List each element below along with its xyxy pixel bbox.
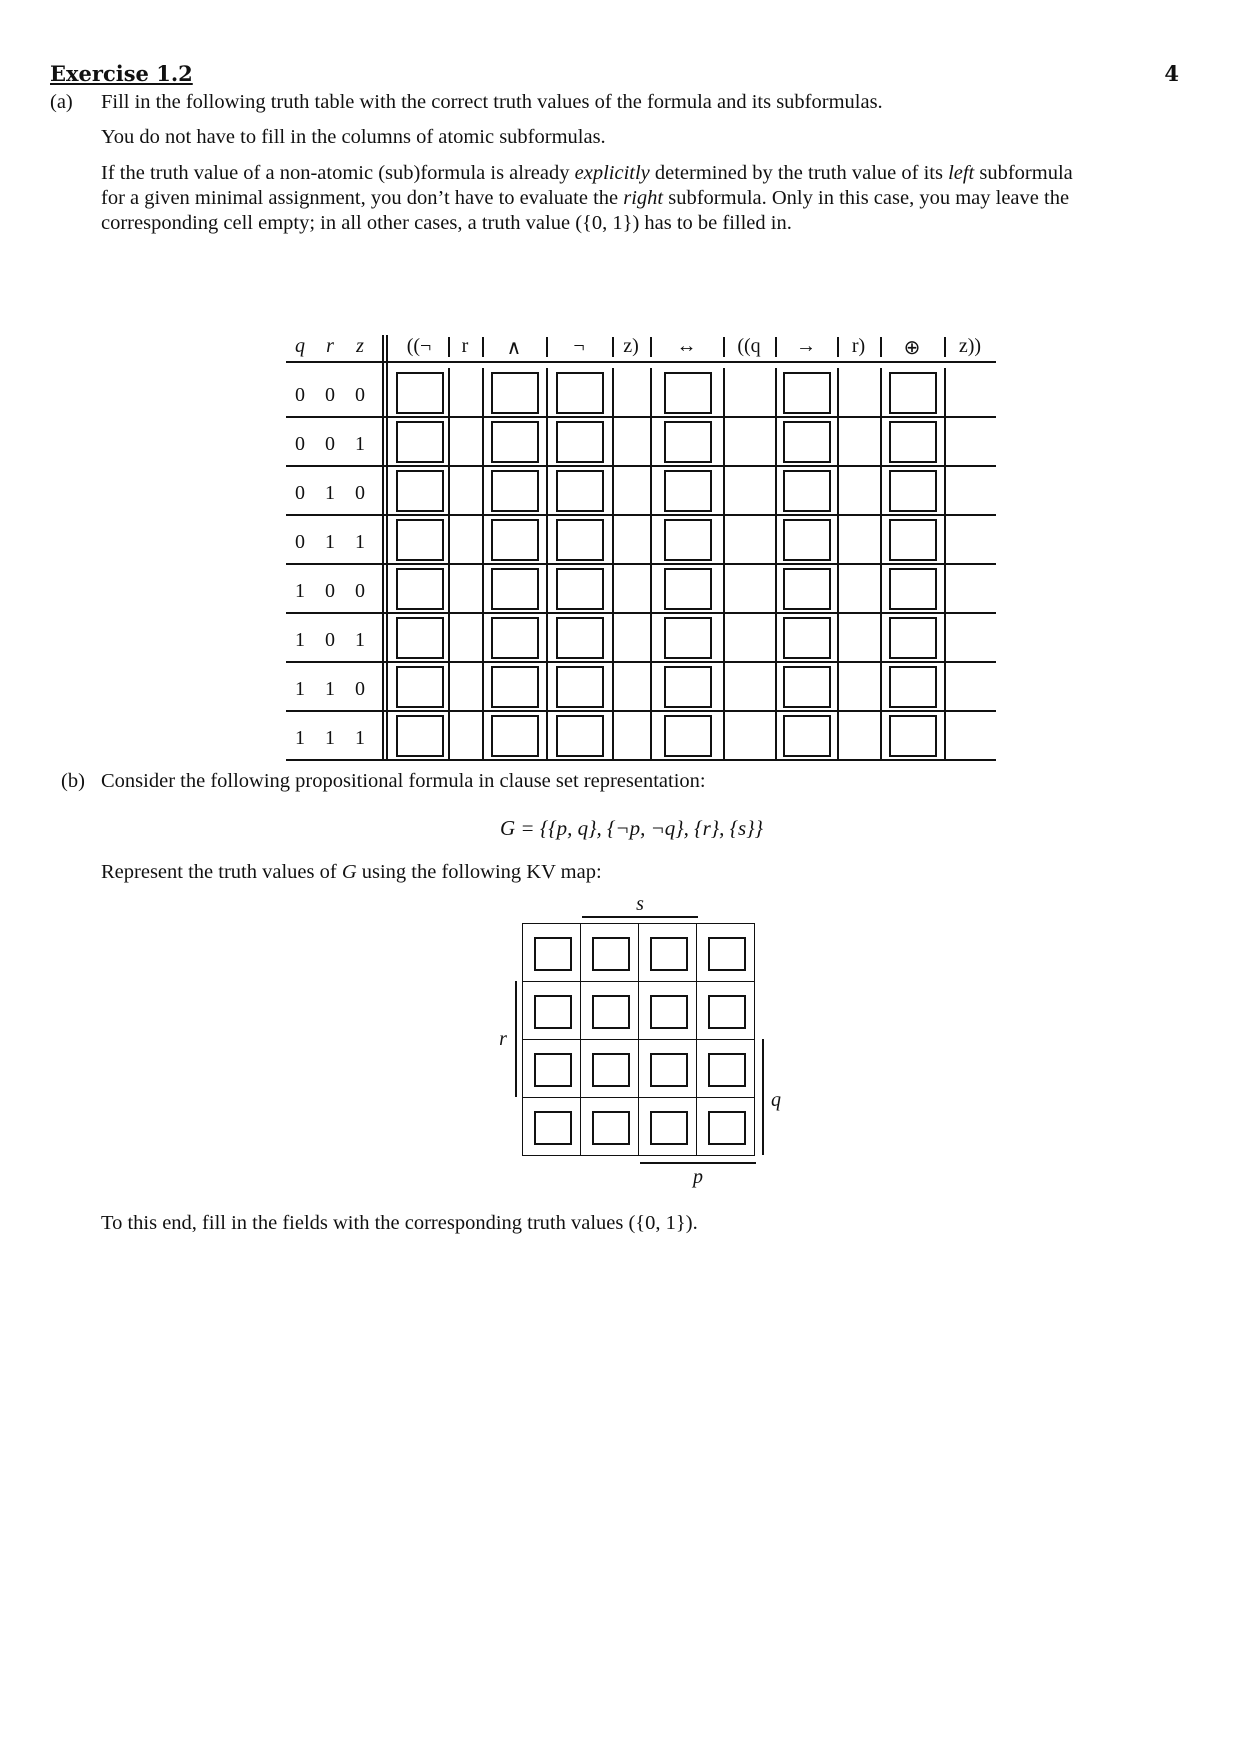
row-4-q-value: 1 (295, 580, 305, 602)
answer-box-row-0-col-5 (664, 372, 712, 414)
formula-header-1: r (461, 335, 469, 357)
row-sep (880, 711, 882, 760)
row-sep (880, 368, 882, 417)
answer-box-row-2-col-0 (396, 470, 444, 512)
row-rule-0 (286, 416, 996, 418)
answer-box-row-1-col-2 (491, 421, 539, 463)
row-sep (944, 662, 946, 711)
header-rule (286, 361, 996, 363)
row-sep (650, 515, 652, 564)
row-sep (775, 662, 777, 711)
answer-box-row-4-col-3 (556, 568, 604, 610)
row-sep (650, 466, 652, 515)
header-sep-5 (723, 337, 725, 357)
row-0-r-value: 0 (325, 384, 335, 406)
row-sep (880, 417, 882, 466)
formula-header-2: ∧ (506, 337, 522, 359)
double-line-b (386, 335, 388, 760)
row-sep (723, 613, 725, 662)
kv-answer-box-2-0 (534, 1053, 572, 1087)
row-sep (723, 417, 725, 466)
row-rule-6 (286, 710, 996, 712)
row-sep (482, 417, 484, 466)
answer-box-row-0-col-3 (556, 372, 604, 414)
header-sep-6 (775, 337, 777, 357)
row-sep (944, 515, 946, 564)
row-sep (546, 613, 548, 662)
answer-box-row-5-col-0 (396, 617, 444, 659)
row-rule-2 (286, 514, 996, 516)
row-sep (775, 515, 777, 564)
row-sep (775, 368, 777, 417)
row-sep (546, 564, 548, 613)
row-sep (775, 613, 777, 662)
row-sep (448, 515, 450, 564)
row-sep (837, 564, 839, 613)
formula-header-8: r) (851, 335, 866, 357)
answer-box-row-7-col-7 (783, 715, 831, 757)
part-a-line3: If the truth value of a non-atomic (sub)formula is already explicitly determined by the truth value of its left subformula (101, 162, 1073, 184)
formula-header-5: ↔ (676, 335, 697, 357)
row-sep (880, 466, 882, 515)
header-sep-7 (837, 337, 839, 357)
formula-header-10: z)) (958, 335, 982, 357)
kv-bar-q (762, 1039, 764, 1155)
part-a-line1: Fill in the following truth table with the correct truth values of the formula and its subformulas. (101, 91, 883, 113)
row-6-q-value: 1 (295, 678, 305, 700)
answer-box-row-0-col-2 (491, 372, 539, 414)
row-6-r-value: 1 (325, 678, 335, 700)
var-header-z: z (356, 335, 364, 357)
kv-answer-box-0-1 (592, 937, 630, 971)
kv-bar-p (640, 1162, 756, 1164)
row-sep (482, 564, 484, 613)
row-sep (837, 466, 839, 515)
kv-answer-box-1-0 (534, 995, 572, 1029)
page-number: 4 (1164, 61, 1179, 86)
row-sep (944, 711, 946, 760)
row-sep (880, 515, 882, 564)
part-b-label: (b) (61, 770, 85, 792)
answer-box-row-3-col-9 (889, 519, 937, 561)
answer-box-row-5-col-2 (491, 617, 539, 659)
answer-box-row-3-col-3 (556, 519, 604, 561)
answer-box-row-4-col-2 (491, 568, 539, 610)
formula-header-0: ((¬ (406, 335, 432, 357)
row-sep (448, 662, 450, 711)
row-3-r-value: 1 (325, 531, 335, 553)
row-sep (650, 662, 652, 711)
answer-box-row-2-col-9 (889, 470, 937, 512)
row-sep (482, 466, 484, 515)
answer-box-row-6-col-5 (664, 666, 712, 708)
kv-answer-box-0-0 (534, 937, 572, 971)
row-5-r-value: 0 (325, 629, 335, 651)
kv-answer-box-0-3 (708, 937, 746, 971)
row-sep (546, 368, 548, 417)
part-a-line5: corresponding cell empty; in all other cases, a truth value ({0, 1}) has to be filled in. (101, 212, 792, 234)
row-sep (723, 662, 725, 711)
answer-box-row-0-col-0 (396, 372, 444, 414)
row-sep (944, 466, 946, 515)
row-3-q-value: 0 (295, 531, 305, 553)
row-sep (723, 515, 725, 564)
row-sep (448, 711, 450, 760)
answer-box-row-6-col-0 (396, 666, 444, 708)
row-sep (448, 368, 450, 417)
row-sep (650, 368, 652, 417)
row-sep (482, 662, 484, 711)
row-sep (837, 515, 839, 564)
formula-header-6: ((q (737, 335, 761, 357)
var-header-r: r (326, 335, 334, 357)
row-sep (650, 711, 652, 760)
row-2-z-value: 0 (355, 482, 365, 504)
row-sep (775, 711, 777, 760)
exercise-title: Exercise 1.2 (50, 61, 193, 86)
answer-box-row-1-col-3 (556, 421, 604, 463)
answer-box-row-1-col-7 (783, 421, 831, 463)
row-sep (612, 466, 614, 515)
row-5-q-value: 1 (295, 629, 305, 651)
part-b-line1: Consider the following propositional formula in clause set representation: (101, 770, 706, 792)
header-sep-4 (650, 337, 652, 357)
answer-box-row-1-col-0 (396, 421, 444, 463)
row-sep (944, 368, 946, 417)
answer-box-row-3-col-7 (783, 519, 831, 561)
row-3-z-value: 1 (355, 531, 365, 553)
answer-box-row-5-col-3 (556, 617, 604, 659)
row-sep (723, 466, 725, 515)
kv-answer-box-2-2 (650, 1053, 688, 1087)
kv-answer-box-1-3 (708, 995, 746, 1029)
var-header-q: q (295, 335, 305, 357)
row-sep (944, 613, 946, 662)
header-sep-0 (448, 337, 450, 357)
clause-set-formula: G = {{p, q}, {¬p, ¬q}, {r}, {s}} (500, 816, 764, 840)
row-sep (546, 417, 548, 466)
part-b-line2: Represent the truth values of G using the following KV map: (101, 861, 602, 883)
row-2-q-value: 0 (295, 482, 305, 504)
header-sep-3 (612, 337, 614, 357)
answer-box-row-0-col-9 (889, 372, 937, 414)
row-sep (837, 662, 839, 711)
answer-box-row-6-col-9 (889, 666, 937, 708)
answer-box-row-4-col-0 (396, 568, 444, 610)
row-1-r-value: 0 (325, 433, 335, 455)
row-sep (837, 417, 839, 466)
answer-box-row-1-col-5 (664, 421, 712, 463)
answer-box-row-7-col-3 (556, 715, 604, 757)
row-sep (482, 515, 484, 564)
answer-box-row-2-col-5 (664, 470, 712, 512)
row-sep (612, 564, 614, 613)
row-sep (723, 564, 725, 613)
kv-answer-box-3-0 (534, 1111, 572, 1145)
answer-box-row-6-col-2 (491, 666, 539, 708)
row-4-r-value: 0 (325, 580, 335, 602)
header-sep-2 (546, 337, 548, 357)
answer-box-row-4-col-9 (889, 568, 937, 610)
row-rule-1 (286, 465, 996, 467)
answer-box-row-3-col-5 (664, 519, 712, 561)
answer-box-row-6-col-3 (556, 666, 604, 708)
formula-header-4: z) (623, 335, 639, 357)
row-sep (482, 613, 484, 662)
row-7-z-value: 1 (355, 727, 365, 749)
row-sep (448, 564, 450, 613)
kv-answer-box-1-1 (592, 995, 630, 1029)
row-sep (612, 662, 614, 711)
row-sep (775, 417, 777, 466)
kv-answer-box-1-2 (650, 995, 688, 1029)
row-5-z-value: 1 (355, 629, 365, 651)
row-1-z-value: 1 (355, 433, 365, 455)
row-2-r-value: 1 (325, 482, 335, 504)
answer-box-row-2-col-7 (783, 470, 831, 512)
row-sep (482, 711, 484, 760)
row-sep (546, 466, 548, 515)
row-sep (880, 613, 882, 662)
row-sep (880, 564, 882, 613)
row-rule-5 (286, 661, 996, 663)
kv-answer-box-3-3 (708, 1111, 746, 1145)
header-sep-8 (880, 337, 882, 357)
row-7-q-value: 1 (295, 727, 305, 749)
double-line-a (382, 335, 384, 760)
formula-header-9: ⊕ (903, 337, 921, 359)
row-rule-7 (286, 759, 996, 761)
header-sep-9 (944, 337, 946, 357)
answer-box-row-1-col-9 (889, 421, 937, 463)
row-7-r-value: 1 (325, 727, 335, 749)
row-sep (482, 368, 484, 417)
part-a-label: (a) (50, 91, 73, 113)
answer-box-row-0-col-7 (783, 372, 831, 414)
row-sep (837, 711, 839, 760)
answer-box-row-7-col-5 (664, 715, 712, 757)
answer-box-row-6-col-7 (783, 666, 831, 708)
row-0-z-value: 0 (355, 384, 365, 406)
row-sep (448, 417, 450, 466)
answer-box-row-7-col-9 (889, 715, 937, 757)
answer-box-row-4-col-5 (664, 568, 712, 610)
row-4-z-value: 0 (355, 580, 365, 602)
row-sep (546, 515, 548, 564)
part-a-line2: You do not have to fill in the columns of atomic subformulas. (101, 126, 606, 148)
row-sep (612, 515, 614, 564)
formula-header-3: ¬ (573, 335, 585, 357)
row-sep (723, 368, 725, 417)
row-sep (944, 417, 946, 466)
row-sep (612, 711, 614, 760)
answer-box-row-5-col-5 (664, 617, 712, 659)
row-0-q-value: 0 (295, 384, 305, 406)
answer-box-row-5-col-7 (783, 617, 831, 659)
kv-label-r: r (499, 1028, 507, 1050)
row-sep (837, 613, 839, 662)
row-sep (650, 564, 652, 613)
row-sep (775, 564, 777, 613)
row-rule-4 (286, 612, 996, 614)
kv-bar-r (515, 981, 517, 1097)
kv-label-p: p (693, 1166, 703, 1188)
row-rule-3 (286, 563, 996, 565)
row-sep (546, 662, 548, 711)
row-sep (546, 711, 548, 760)
answer-box-row-5-col-9 (889, 617, 937, 659)
row-sep (612, 368, 614, 417)
kv-answer-box-2-1 (592, 1053, 630, 1087)
kv-label-q: q (771, 1089, 781, 1111)
formula-header-7: → (796, 335, 816, 357)
row-sep (837, 368, 839, 417)
part-a-line4: for a given minimal assignment, you don’t have to evaluate the right subformula. Only in this case, you may leave the (101, 187, 1070, 209)
kv-bar-s (582, 916, 698, 918)
kv-answer-box-3-1 (592, 1111, 630, 1145)
header-sep-1 (482, 337, 484, 357)
row-sep (650, 417, 652, 466)
answer-box-row-3-col-2 (491, 519, 539, 561)
kv-answer-box-3-2 (650, 1111, 688, 1145)
row-sep (880, 662, 882, 711)
row-sep (944, 564, 946, 613)
answer-box-row-2-col-2 (491, 470, 539, 512)
answer-box-row-7-col-2 (491, 715, 539, 757)
row-1-q-value: 0 (295, 433, 305, 455)
row-sep (723, 711, 725, 760)
part-b-line3: To this end, fill in the fields with the corresponding truth values ({0, 1}). (101, 1212, 698, 1234)
row-sep (612, 417, 614, 466)
row-6-z-value: 0 (355, 678, 365, 700)
row-sep (612, 613, 614, 662)
answer-box-row-2-col-3 (556, 470, 604, 512)
answer-box-row-7-col-0 (396, 715, 444, 757)
answer-box-row-3-col-0 (396, 519, 444, 561)
row-sep (775, 466, 777, 515)
row-sep (448, 613, 450, 662)
row-sep (448, 466, 450, 515)
kv-answer-box-2-3 (708, 1053, 746, 1087)
kv-answer-box-0-2 (650, 937, 688, 971)
kv-label-s: s (636, 893, 644, 915)
answer-box-row-4-col-7 (783, 568, 831, 610)
row-sep (650, 613, 652, 662)
